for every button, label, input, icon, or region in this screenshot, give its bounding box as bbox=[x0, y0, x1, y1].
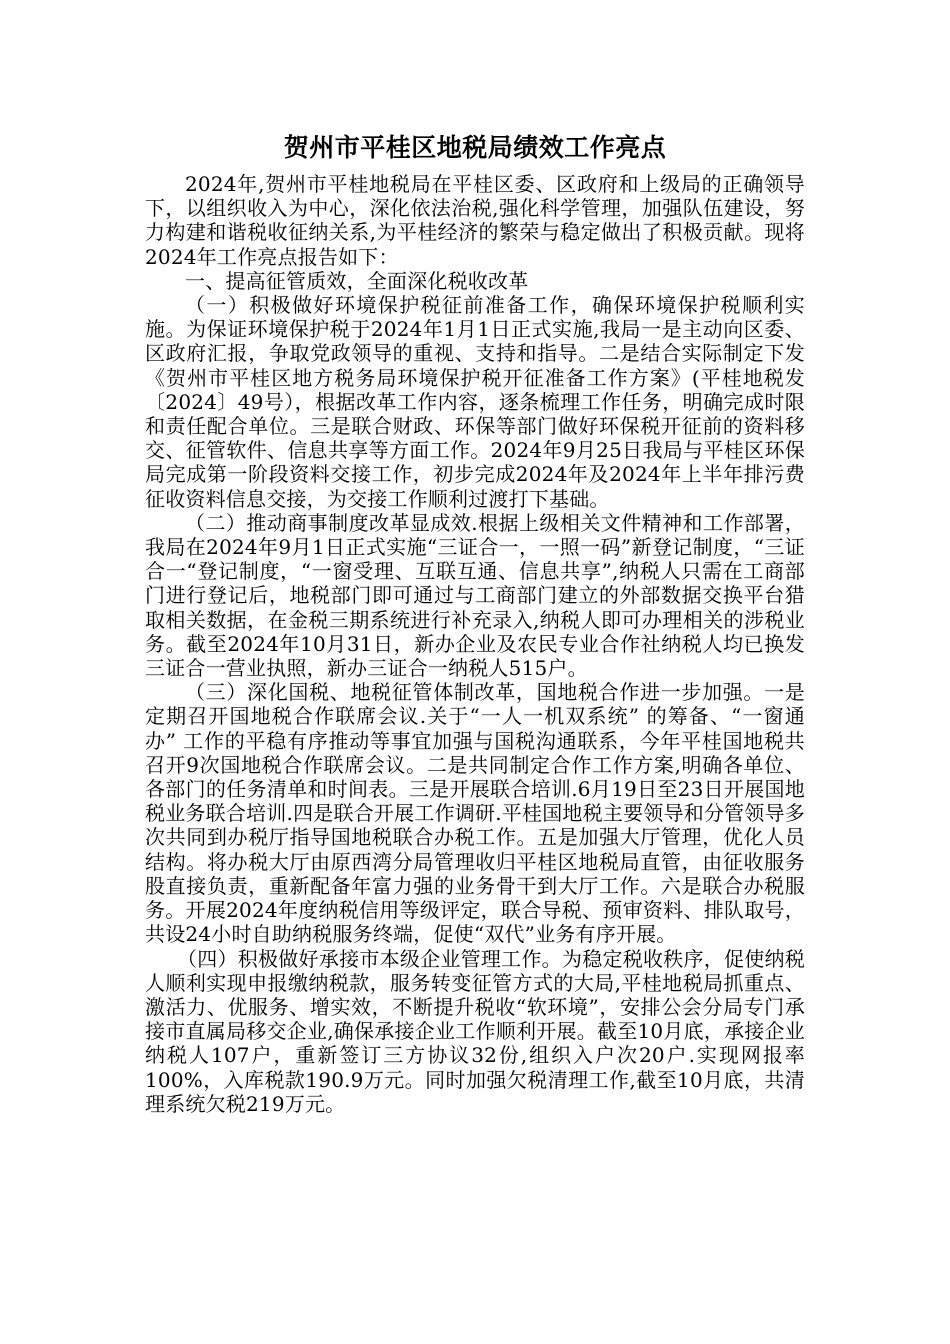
intro-paragraph: 2024年,贺州市平桂地税局在平桂区委、区政府和上级局的正确领导下，以组织收入为中心，深化依法治税,强化科学管理，加强队伍建设，努力构建和谐税收征纳关系,为平桂经济的繁荣与稳定做出了积极贡献。现将2024年工作亮点报告如下： bbox=[145, 172, 805, 269]
section-heading-1: 一、提高征管质效，全面深化税收改革 bbox=[185, 268, 529, 293]
paragraph-item-4: （四）积极做好承接市本级企业管理工作。为稳定税收秩序，促使纳税人顺利实现申报缴纳税款，服务转变征管方式的大局,平桂地税局抓重点、激活力、优服务、增实效，不断提升税收“软环境”，安排公会分局专门承接市直属局移交企业,确保承接企业工作顺利开展。截至10月底，承接企业纳税人107户，重新签订三方协议32份,组织入户次20户.实现网报率100%，入库税款190.9万元。同时加强欠税清理工作,截至10月底，共清理系统欠税219万元。 bbox=[145, 946, 805, 1116]
paragraph-item-1: （一）积极做好环境保护税征前准备工作，确保环境保护税顺利实施。为保证环境保护税于2024年1月1日正式实施,我局一是主动向区委、区政府汇报，争取党政领导的重视、支持和指导。二是结合实际制定下发《贺州市平桂区地方税务局环境保护税开征准备工作方案》(平桂地税发〔2024〕49号），根据改革工作内容，逐条梳理工作任务，明确完成时限和责任配合单位。三是联合财政、环保等部门做好环保税开征前的资料移交、征管软件、信息共享等方面工作。2024年9月25日我局与平桂区环保局完成第一阶段资料交接工作，初步完成2024年及2024年上半年排污费征收资料信息交接，为交接工作顺利过渡打下基础。 bbox=[145, 293, 805, 511]
document-title: 贺州市平桂区地税局绩效工作亮点 bbox=[283, 133, 667, 162]
document-body bbox=[145, 132, 805, 1116]
paragraph-item-3: （三）深化国税、地税征管体制改革，国地税合作进一步加强。一是定期召开国地税合作联席会议.关于“一人一机双系统” 的筹备、“一窗通办” 工作的平稳有序推动等事宜加强与国税沟通联系，今年平桂国地税共召开9次国地税合作联席会议。二是共同制定合作工作方案,明确各单位、各部门的任务清单和时间表。三是开展联合培训.6月19日至23日开展国地税业务联合培训.四是联合开展工作调研.平桂国地税主要领导和分管领导多次共同到办税厅指导国地税联合办税工作。五是加强大厅管理，优化人员结构。将办税大厅由原西湾分局管理收归平桂区地税局直管，由征收服务股直接负责，重新配备年富力强的业务骨干到大厅工作。六是联合办税服务。开展2024年度纳税信用等级评定，联合导税、预审资料、排队取号，共设24小时自助纳税服务终端，促使“双代”业务有序开展。 bbox=[145, 680, 805, 947]
paragraph-item-2: （二）推动商事制度改革显成效.根据上级相关文件精神和工作部署，我局在2024年9月1日正式实施“三证合一，一照一码”新登记制度，“三证合一“登记制度，“一窗受理、互联互通、信息共享”,纳税人只需在工商部门进行登记后，地税部门即可通过与工商部门建立的外部数据交换平台猎取相关数据，在金税三期系统进行补充录入,纳税人即可办理相关的涉税业务。截至2024年10月31日，新办企业及农民专业合作社纳税人均已换发三证合一营业执照，新办三证合一纳税人515户。 bbox=[145, 510, 805, 681]
